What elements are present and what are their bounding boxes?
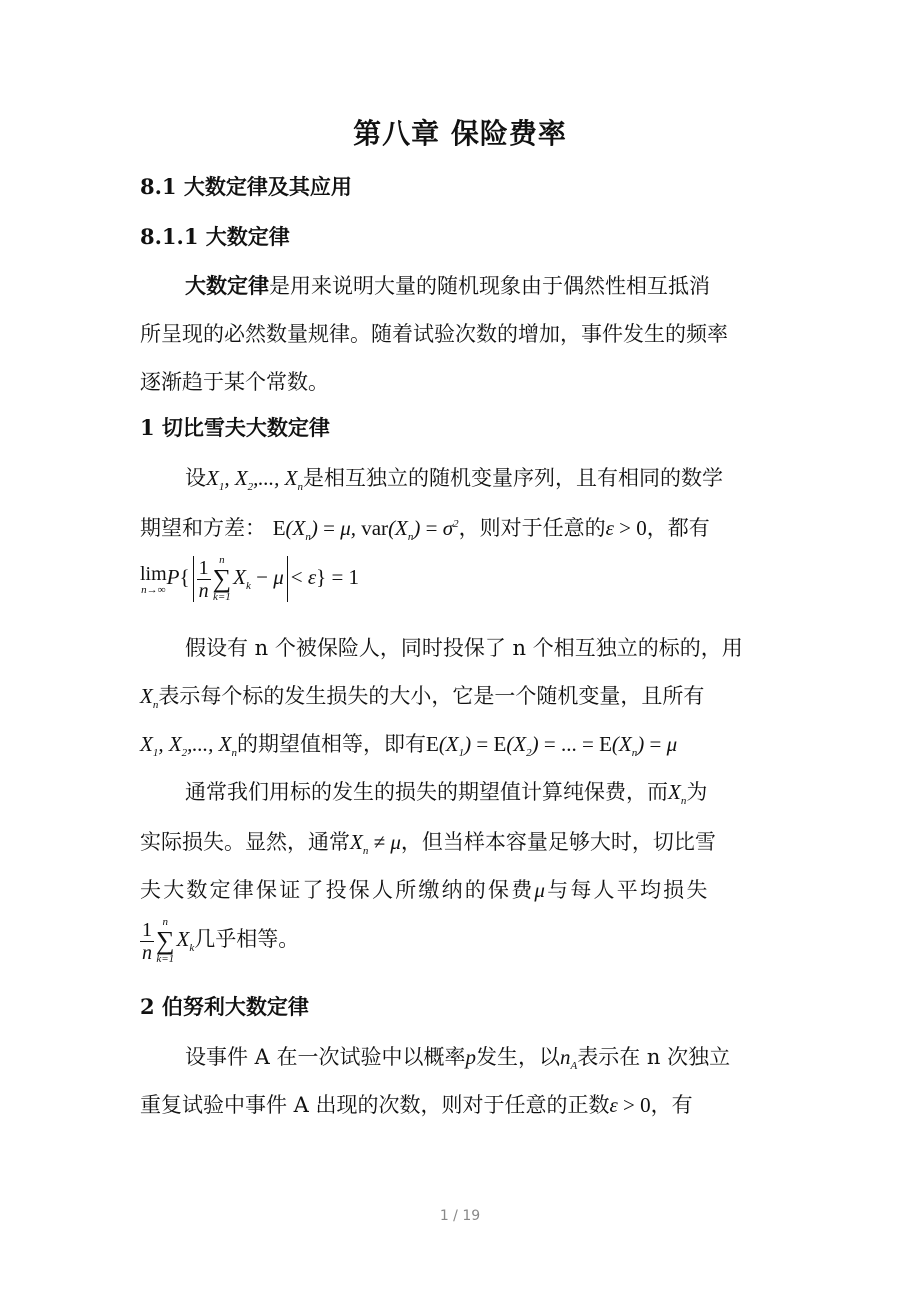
formula-x-sequence: $X_1$, $X_2$,..., $X_n$ xyxy=(206,466,303,494)
cheb-line-7: 实际损失。显然，通常$X_n \ne \mu$，但当样本容量足够大时，切比雪 xyxy=(140,830,716,858)
chapter-title: 第八章 保险费率 xyxy=(353,117,567,150)
formula-epsilon-positive: ε > 0 xyxy=(605,516,647,540)
term-bold: 大数定律 xyxy=(185,273,269,298)
formula-not-equal: $X_n \ne \mu$ xyxy=(350,830,401,858)
cheb-line-6: 通常我们用标的发生的损失的期望值计算纯保费，而$X_n$为 xyxy=(185,780,708,808)
chebyshev-heading: 1 切比雪夫大数定律 xyxy=(140,415,330,440)
cheb-line-2: 期望和方差： $E(X_n) = \mu$, $var(X_n) = \sigma^2$，则对于任意的ε > 0，都有 xyxy=(140,516,710,544)
formula-expectation-variance: $E(X_n) = \mu$, $var(X_n) = \sigma^2$ xyxy=(272,516,459,544)
section-heading: 8.1 大数定律及其应用 xyxy=(140,174,352,199)
subsection-heading: 8.1.1 大数定律 xyxy=(140,224,290,249)
bern-line-2: 重复试验中事件 A 出现的次数，则对于任意的正数ε > 0，有 xyxy=(140,1093,693,1117)
intro-line-3: 逐渐趋于某个常数。 xyxy=(140,370,329,394)
cheb-line-5: $X_1$, $X_2$,..., $X_n$的期望值相等，即有$E(X_1) = E(X_2)$ = ... = $E(X_n) = \mu$ xyxy=(140,732,678,760)
intro-line-2: 所呈现的必然数量规律。随着试验次数的增加，事件发生的频率 xyxy=(140,322,728,346)
cheb-line-9: $\frac{1}{n}$ n ∑ k=1 $X_k$几乎相等。 xyxy=(142,916,300,965)
bernoulli-heading: 2 伯努利大数定律 xyxy=(140,994,309,1019)
cheb-line-4: $X_n$表示每个标的发生损失的大小，它是一个随机变量，且所有 xyxy=(140,684,705,712)
formula-chebyshev-limit: lim n→∞ P{ $\frac{1}{n}$ n ∑ k=1 $X_k - \mu < \varepsilon\} = 1$ xyxy=(140,554,360,603)
cheb-line-1: 设$X_1$, $X_2$,..., $X_n$是相互独立的随机变量序列，且有相同的数学 xyxy=(185,466,723,494)
cheb-line-3: 假设有 n 个被保险人，同时投保了 n 个相互独立的标的，用 xyxy=(185,636,743,660)
cheb-line-8: 夫大数定律保证了投保人所缴纳的保费μ与每人平均损失 xyxy=(140,878,710,902)
intro-text-1: 是用来说明大量的随机现象由于偶然性相互抵消 xyxy=(269,274,710,298)
formula-equal-expectations: $E(X_1) = E(X_2)$ = ... = $E(X_n) = \mu$ xyxy=(425,732,678,760)
intro-line-1 xyxy=(185,270,710,300)
bern-line-1: 设事件 A 在一次试验中以概率p发生，以$n_A$表示在 n 次独立 xyxy=(185,1045,731,1073)
page-number: 1 / 19 xyxy=(439,1208,481,1224)
